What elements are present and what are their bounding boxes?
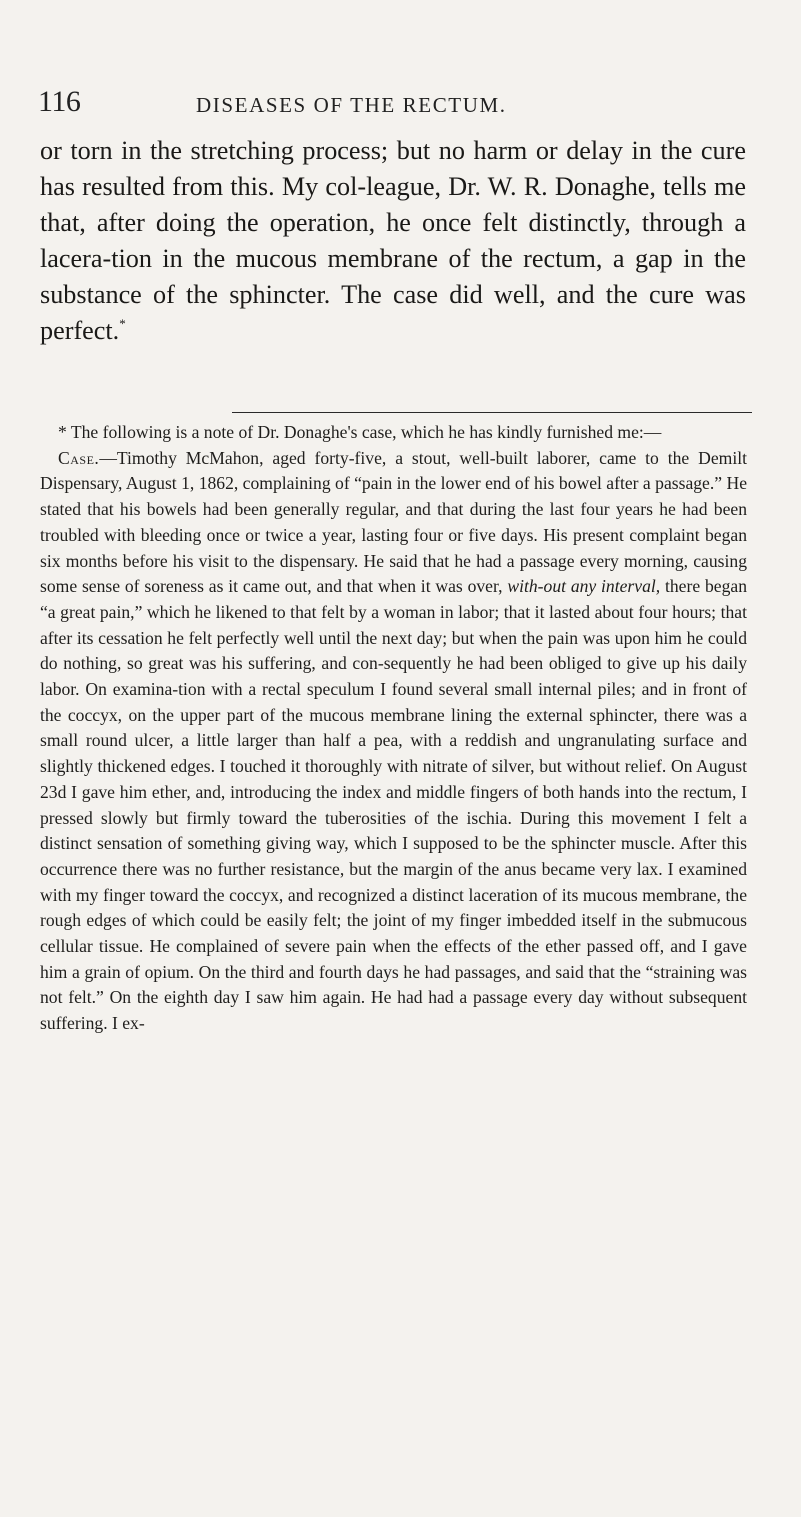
case-text-part-2: there began “a great pain,” which he likened to that felt by a woman in labor; that it lasted about four hours; that after its cessation he felt perfectly well until the next day; but when the pain was upon him he could do nothing, so great was his suffering, and con-sequently he had been obliged to give up his daily labor. On examina-tion with a rectal speculum I found several small internal piles; and in front of the coccyx, on the upper part of the mucous membrane lining the external sphincter, there was a small round ulcer, a little larger than half a pea, with a reddish and ungranulating surface and slightly thickened edges. I touched it thoroughly with nitrate of silver, but without relief. On August 23d I gave him ether, and, introducing the index and middle fingers of both hands into the rectum, I pressed slowly but firmly toward the tuberosities of the ischia. During this movement I felt a distinct sensation of something giving way, which I supposed to be the sphincter muscle. After this occurrence there was no further resistance, but the margin of the anus became very lax. I examined with my finger toward the coccyx, and recognized a distinct laceration of its mucous membrane, the rough edges of which could be easily felt; the joint of my finger imbedded itself in the submucous cellular tissue. He complained of severe pain when the effects of the ether passed off, and I gave him a grain of opium. On the third and fourth days he had passages, and said that the “straining was not felt.” On the eighth day I saw him again. He had had a passage every day without subsequent suffering. I ex- xyxy=(40,576,747,1034)
case-text-part-1: —Timothy McMahon, aged forty-five, a stout, well-built laborer, came to the Demilt Dispensary, August 1, 1862, complaining of “pain in the lower end of his bowel after a passage.” He stated that his bowels had been generally regular, and that during the last four years he had been troubled with bleeding once or twice a year, lasting four or five days. His present complaint began six months before his visit to the dispensary. He said that he had a passage every morning, causing some sense of soreness as it came out, and that when it was over, xyxy=(40,447,747,597)
main-paragraph-text: or torn in the stretching process; but no harm or delay in the cure has resulted from this. My col-league, Dr. W. R. Donaghe, tells me that, after doing the operation, he once felt distinctly, through a lacera-tion in the mucous membrane of the rectum, a gap in the substance of the sphincter. The case did well, and the cure was perfect. xyxy=(40,136,746,345)
footnote-intro xyxy=(40,420,747,446)
footnote-reference-marker: * xyxy=(119,316,126,331)
footnote-intro-text: The following is a note of Dr. Donaghe's case, which he has kindly furnished me:— xyxy=(70,422,662,442)
footnote-divider xyxy=(232,412,752,413)
case-report xyxy=(40,446,747,1037)
footnote xyxy=(40,420,747,1037)
footnote-marker: * xyxy=(58,422,67,442)
case-label: Case. xyxy=(58,447,100,468)
page-number: 116 xyxy=(38,85,81,118)
running-header: DISEASES OF THE RECTUM. xyxy=(196,93,507,117)
main-paragraph xyxy=(40,133,746,349)
case-emphasis: with-out any interval, xyxy=(507,576,661,597)
